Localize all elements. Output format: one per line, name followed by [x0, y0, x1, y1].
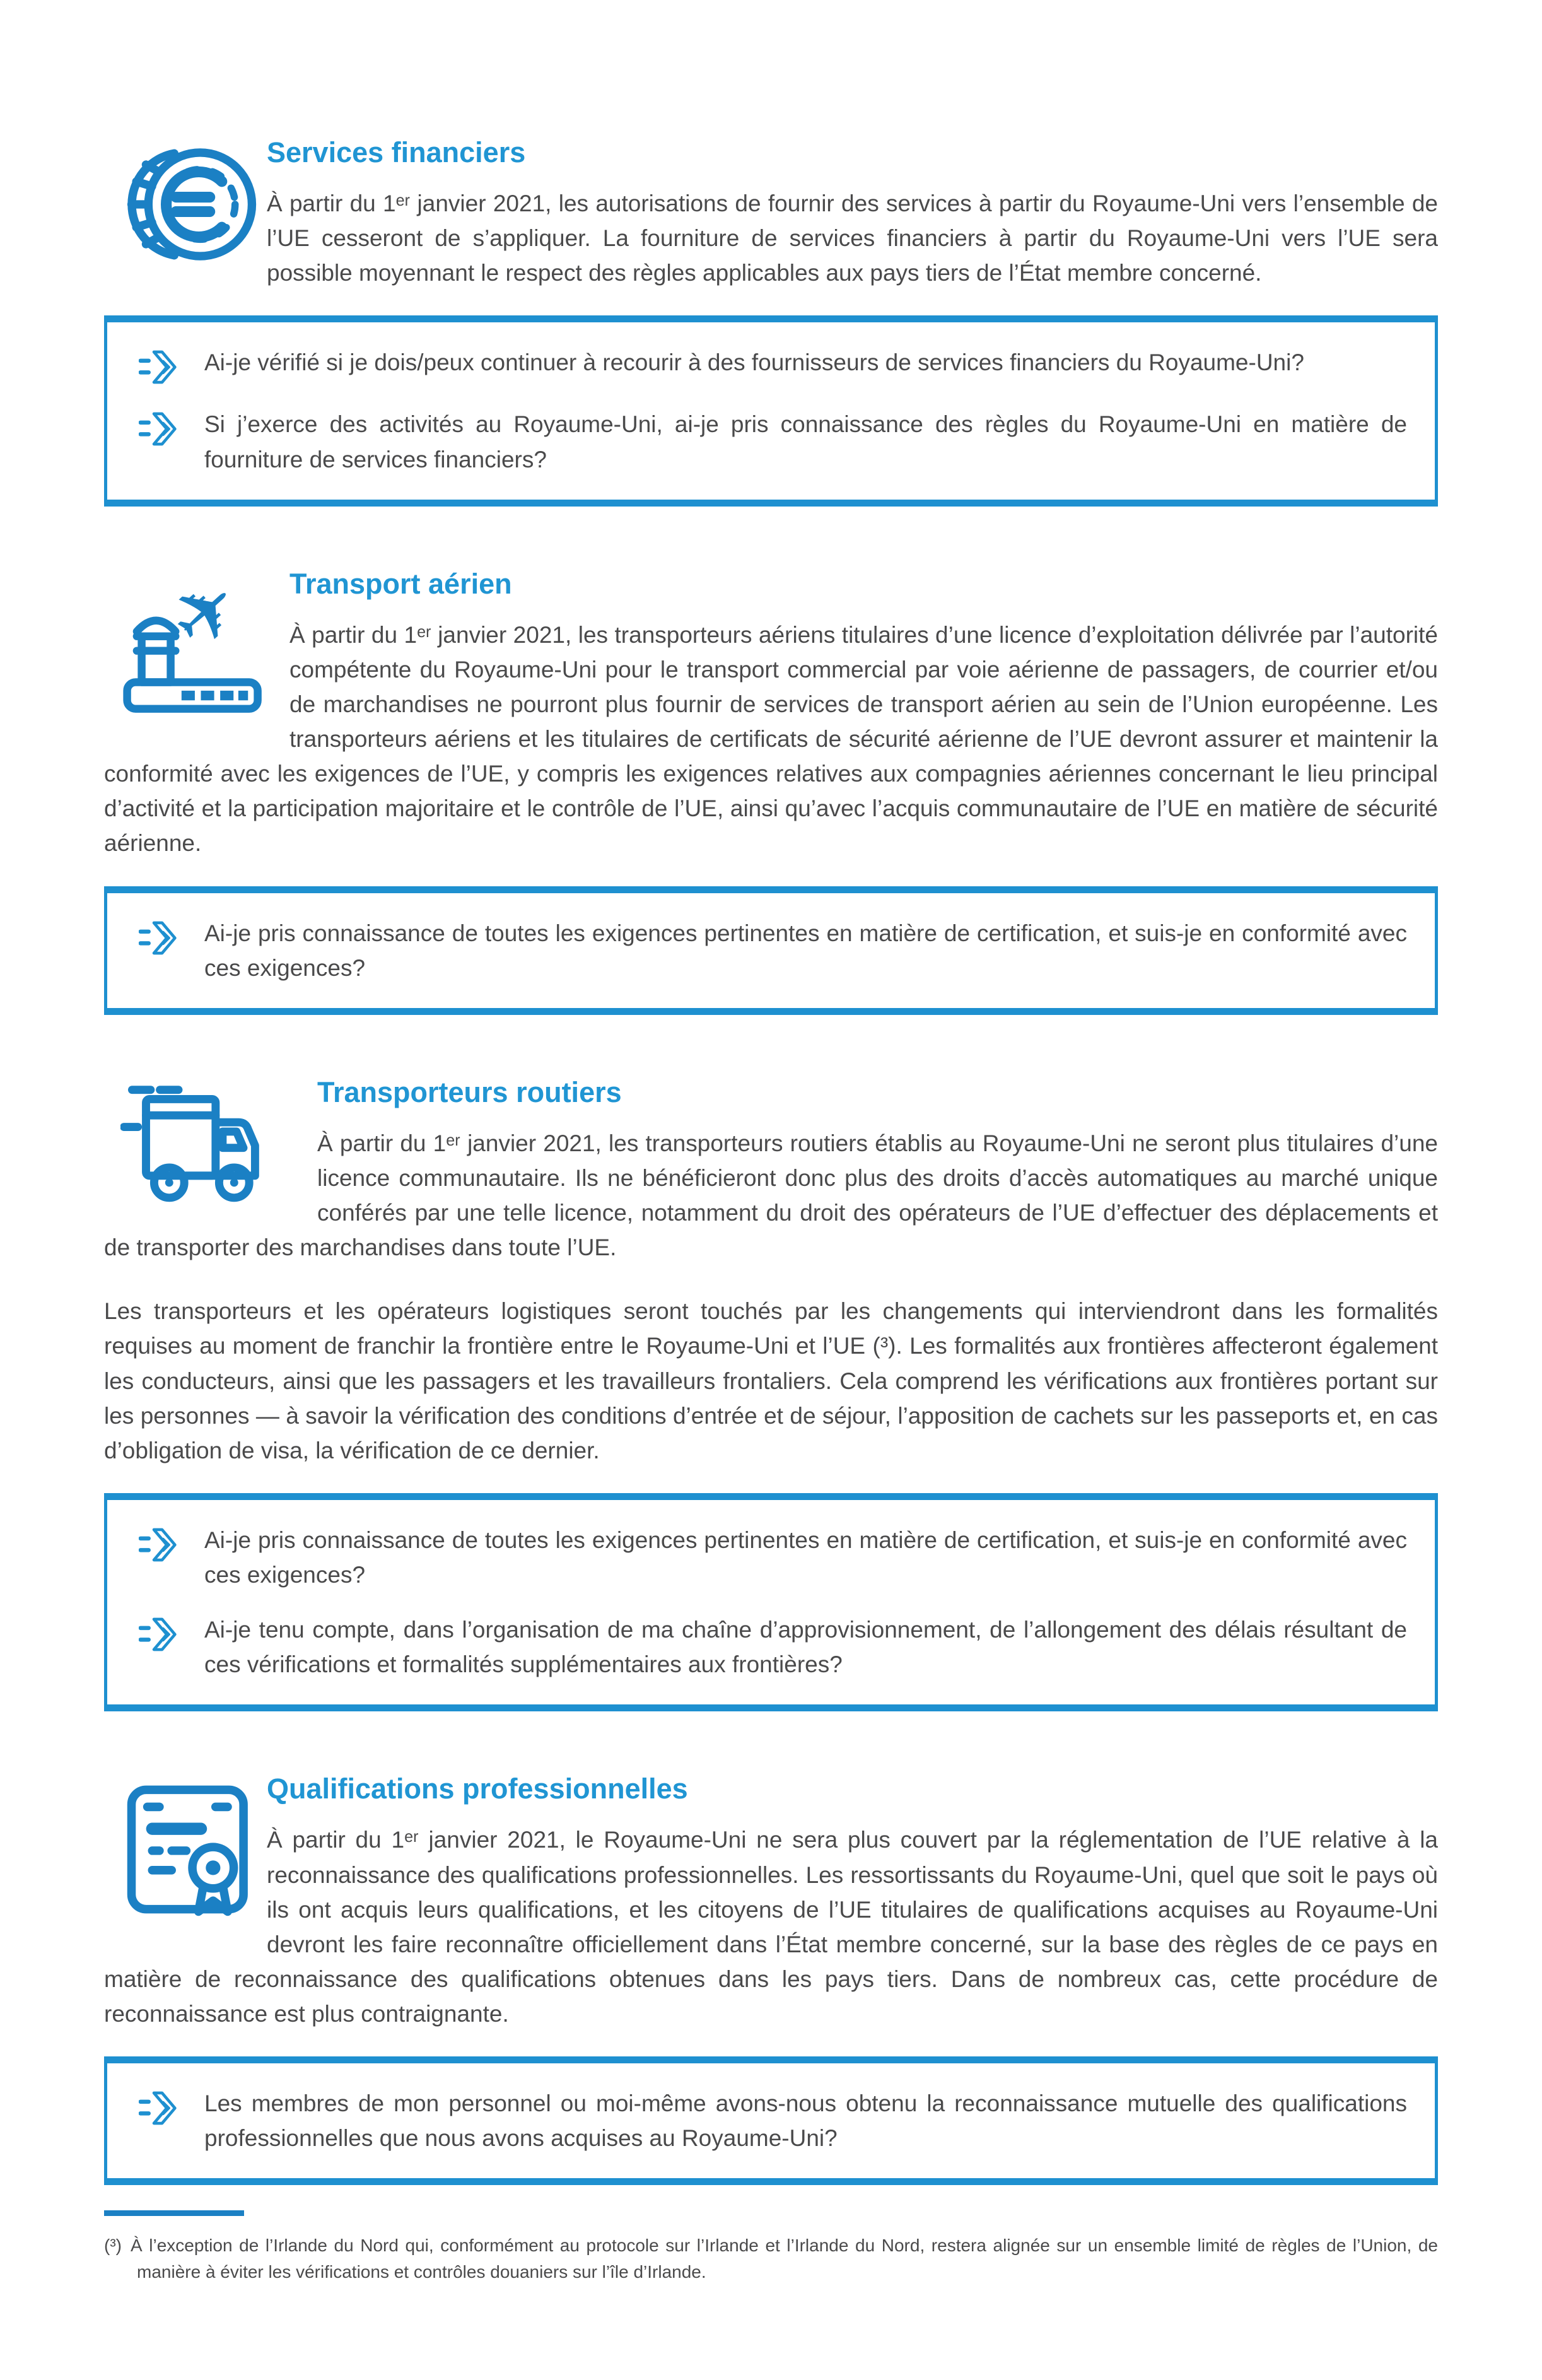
paragraph: À partir du 1ᵉʳ janvier 2021, le Royaume-Uni ne sera plus couvert par la réglementation de l’UE relative à la reconnaissance des qualifications professionnelles. Les ressortissants du Royaume-Uni, quel que soit le pays où ils ont acquis leurs qualifications, et les citoyens de l’UE titulaires de qualifications acquises au Royaume-Uni devront les faire reconnaître officiellement dans l’État membre concerné, sur la base des règles de ce pays en matière de reconnaissance des qualifications obtenues dans les pays tiers. Dans de nombreux cas, cette procédure de reconnaissance est plus contraignante.: [104, 1827, 1438, 2027]
paragraph: À partir du 1ᵉʳ janvier 2021, les transporteurs aériens titulaires d’une licence d’exploitation délivrée par l’autorité compétente du Royaume-Uni pour le transport commercial par voie aérienne de passagers, de courrier et/ou de marchandises ne pourront plus fournir de services de transport aérien au sein de l’Union européenne. Les transporteurs aériens et les titulaires de certificats de sécurité aérienne de l’UE devront assurer et maintenir la conformité avec les exigences de l’UE, y compris les exigences relatives aux compagnies aériennes concernant le lieu principal d’activité et la participation majoritaire et le contrôle de l’UE, ainsi qu’avec l’acquis communautaire de l’UE en matière de sécurité aérienne.: [104, 621, 1438, 857]
checklist-item-text: Ai-je pris connaissance de toutes les exigences pertinentes en matière de certification, et suis-je en conformité avec ces exigences?: [204, 920, 1407, 981]
checklist-item: [135, 1612, 1407, 1682]
certificate-icon: [104, 1772, 267, 1932]
checklist-item-text: Si j’exerce des activités au Royaume-Uni, ai-je pris connaissance des règles du Royaume-Uni en matière de fourniture de services financiers?: [204, 411, 1407, 472]
section-qualifications-professionnelles: [104, 1772, 1438, 2185]
checklist-item-text: Les membres de mon personnel ou moi-même avons-nous obtenu la reconnaissance mutuelle des qualifications professionnelles que nous avons acquises au Royaume-Uni?: [204, 2090, 1407, 2152]
arrow-icon: [139, 409, 185, 448]
arrow-icon: [139, 2089, 185, 2128]
arrow-icon: [139, 1525, 185, 1564]
section-transporteurs-routiers: [104, 1076, 1438, 1712]
arrow-icon: [139, 1615, 185, 1654]
paragraph: Les transporteurs et les opérateurs logistiques seront touchés par les changements qui interviendront dans les formalités requises au moment de franchir la frontière entre le Royaume-Uni et l’UE (³). Les formalités aux frontières affecteront également les conducteurs, ainsi que les passagers et les travailleurs frontaliers. Cela comprend les vérifications aux frontières portant sur les personnes — à savoir la vérification des conditions d’entrée et de séjour, l’apposition de cachets sur les passeports et, en cas d’obligation de visa, la vérification de ce dernier.: [104, 1298, 1438, 1463]
arrow-icon: [139, 348, 185, 387]
page-content: [104, 136, 1438, 2185]
section-transport-aerien: [104, 567, 1438, 1015]
checklist-item: [135, 407, 1407, 476]
truck-icon: [104, 1076, 317, 1218]
checklist-item-text: Ai-je tenu compte, dans l’organisation de ma chaîne d’approvisionnement, de l’allongement des délais résultant de ces vérifications et formalités supplémentaires aux frontières?: [204, 1617, 1407, 1678]
checklist-box: [104, 886, 1438, 1015]
section-services-financiers: [104, 136, 1438, 507]
airplane-icon: [104, 567, 289, 726]
euro-coin-icon: [104, 136, 267, 278]
checklist-box: [104, 315, 1438, 506]
paragraph: À partir du 1ᵉʳ janvier 2021, les autorisations de fournir des services à partir du Royaume-Uni vers l’ensemble de l’UE cesseront de s’appliquer. La fourniture de services financiers à partir du Royaume-Uni vers l’UE sera possible moyennant le respect des règles applicables aux pays tiers de l’État membre concerné.: [267, 191, 1438, 286]
checklist-item: [135, 345, 1407, 387]
section-title: Qualifications professionnelles: [267, 1773, 688, 1805]
checklist-item-text: Ai-je pris connaissance de toutes les exigences pertinentes en matière de certification, et suis-je en conformité avec ces exigences?: [204, 1527, 1407, 1588]
footnote-body-text: À l’exception de l’Irlande du Nord qui, conformément au protocole sur l’Irlande et l’Irlande du Nord, restera alignée sur un ensemble limité de règles de l’Union, de manière à éviter les vérifications et contrôles douaniers sur l’île d’Irlande.: [130, 2236, 1438, 2282]
arrow-icon: [139, 918, 185, 958]
checklist-box: [104, 1493, 1438, 1712]
section-title: Transporteurs routiers: [317, 1076, 622, 1108]
footnote: [104, 2185, 1438, 2380]
footnote-rule: [104, 2210, 244, 2216]
paragraph: À partir du 1ᵉʳ janvier 2021, les transporteurs routiers établis au Royaume-Uni ne seront plus titulaires d’une licence communautaire. Ils ne bénéficieront donc plus des droits d’accès automatiques au marché unique conférés par une telle licence, notamment du droit des opérateurs de l’UE d’effectuer des déplacements et de transporter des marchandises dans toute l’UE.: [104, 1130, 1438, 1261]
checklist-box: [104, 2056, 1438, 2185]
checklist-item: [135, 916, 1407, 985]
footnote-text: [104, 2232, 1438, 2285]
checklist-item: [135, 2086, 1407, 2155]
checklist-item-text: Ai-je vérifié si je dois/peux continuer à recourir à des fournisseurs de services financiers du Royaume-Uni?: [204, 349, 1304, 376]
checklist-item: [135, 1523, 1407, 1592]
section-title: Services financiers: [267, 136, 526, 168]
section-title: Transport aérien: [289, 567, 512, 600]
footnote-ref: (³): [104, 2236, 122, 2256]
